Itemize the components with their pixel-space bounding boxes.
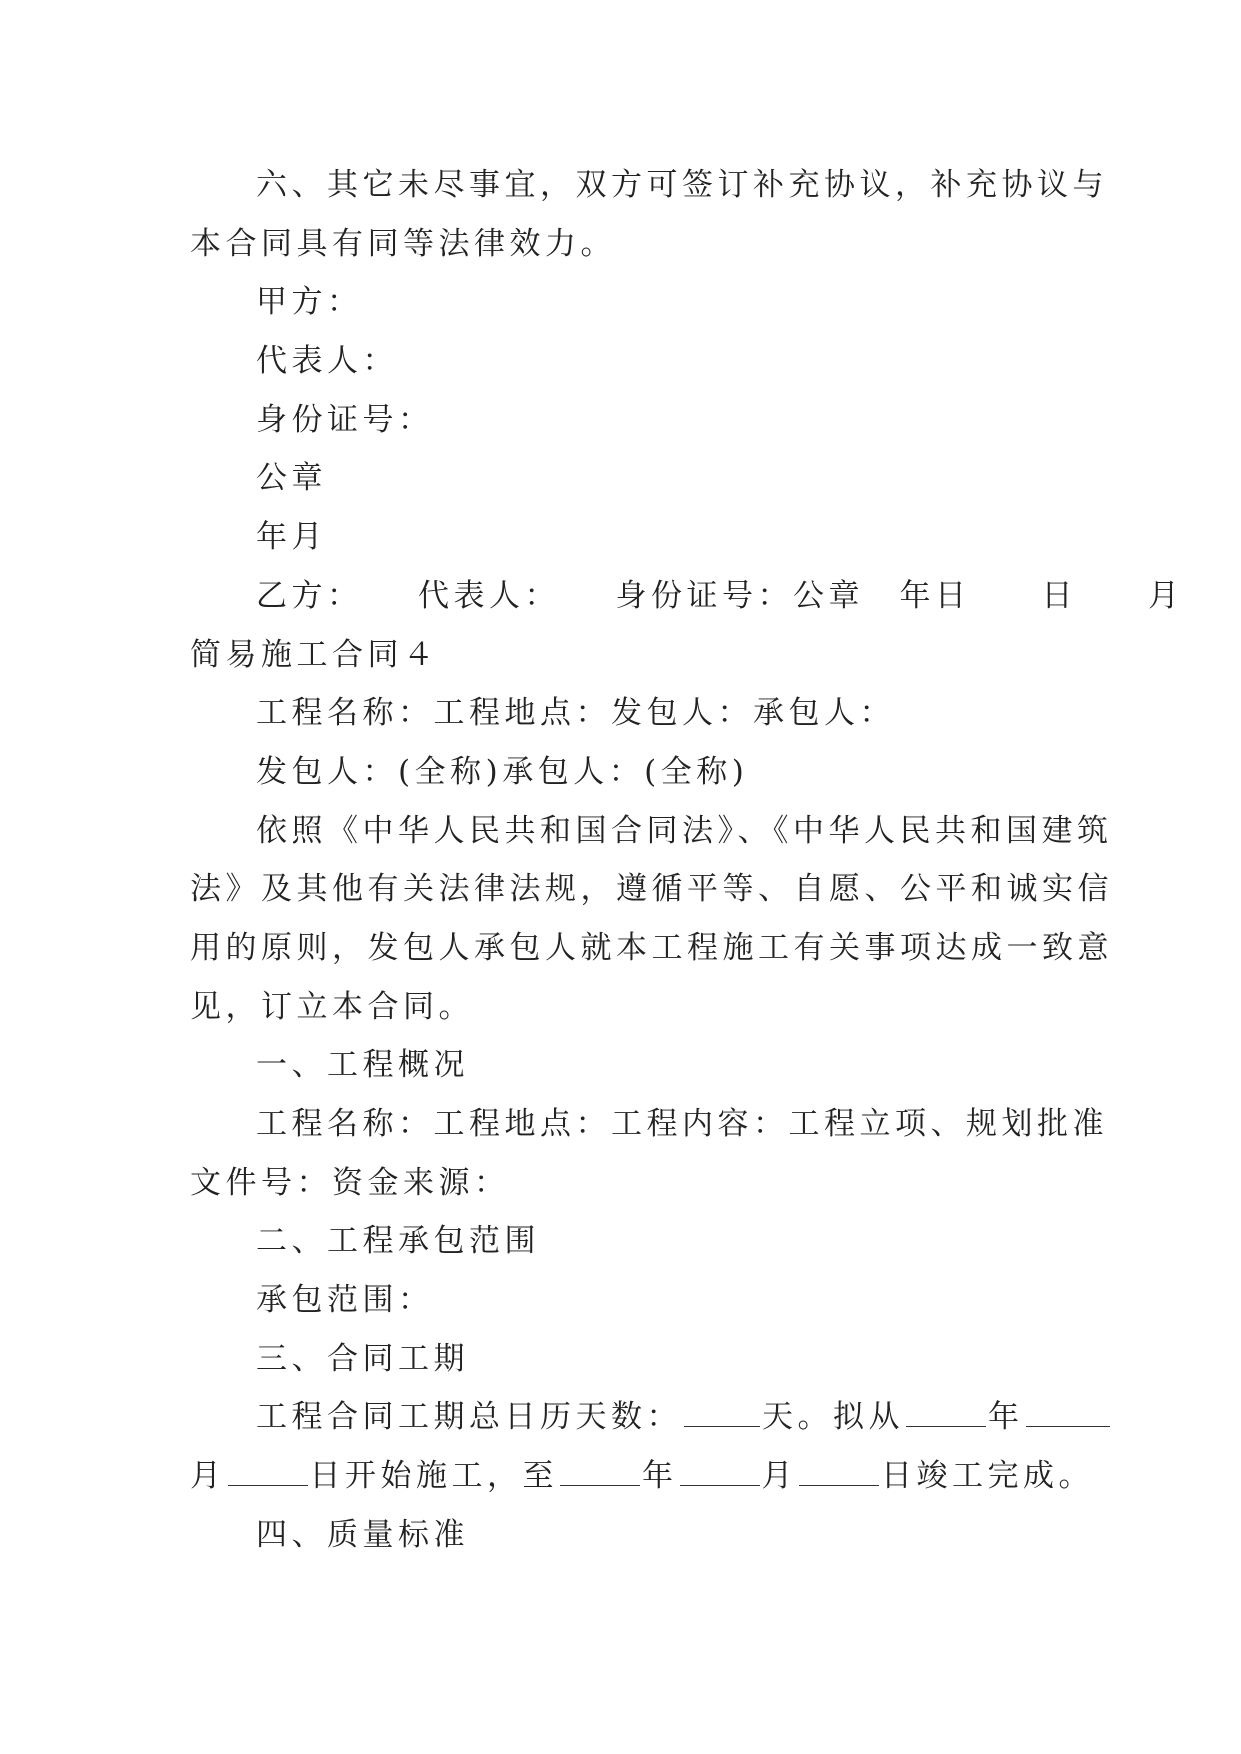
end-year-blank [560,1448,640,1486]
start-year-blank [906,1389,986,1427]
party-a-id-label: 身份证号： [256,401,434,438]
section2-title: 二、工程承包范围 [256,1223,540,1260]
duration-text: 天。拟从 [762,1399,904,1436]
dates-text: 年 [642,1458,678,1495]
section1-title: 一、工程概况 [256,1047,469,1084]
end-day-blank [799,1448,879,1486]
start-day-blank [228,1448,308,1486]
dates-text: 月 [761,1458,797,1495]
party-a-seal: 公章 [256,460,327,497]
contract-parties: 发包人：(全称)承包人：(全称) [256,753,749,790]
start-month-blank [1026,1389,1110,1427]
section3-dates-line [190,1447,1094,1506]
party-a-date: 年月 [256,519,327,556]
dates-text: 日开始施工，至 [309,1458,558,1495]
duration-text: 年 [988,1399,1024,1436]
section6-line1: 六、其它未尽事宜，双方可签订补充协议，补充协议与 [256,167,1108,203]
document-page [190,156,1184,1565]
preamble-line: 法》及其他有关法律法规，遵循平等、自愿、公平和诚实信 [190,871,1113,908]
duration-text: 工程合同工期总日历天数： [256,1399,682,1436]
party-b-signature-line: 乙方： 代表人： 身份证号：公章 年日 日 月 [256,577,1184,614]
section1-body-line: 文件号：资金来源： [190,1164,510,1201]
end-month-blank [680,1448,760,1486]
dates-text: 日竣工完成。 [881,1458,1094,1495]
preamble-line: 用的原则，发包人承包人就本工程施工有关事项达成一致意 [190,929,1113,966]
party-a-label: 甲方： [256,284,363,321]
dates-text: 月 [190,1458,226,1495]
section6-line2: 本合同具有同等法律效力。 [190,225,616,262]
section1-body-line: 工程名称：工程地点：工程内容：工程立项、规划批准 [256,1106,1108,1142]
contract-header-fields: 工程名称：工程地点：发包人：承包人： [256,695,895,732]
days-blank [684,1389,760,1427]
section3-duration-line [190,1388,1060,1447]
preamble-line: 依照《中华人民共和国合同法》、《中华人民共和国建筑 [256,812,1113,849]
party-a-representative-label: 代表人： [256,343,398,380]
section4-title: 四、质量标准 [256,1516,469,1553]
preamble-line: 见，订立本合同。 [190,988,474,1025]
contract-title: 简易施工合同４ [190,636,439,673]
section2-body: 承包范围： [256,1282,434,1319]
section3-title: 三、合同工期 [256,1340,469,1377]
